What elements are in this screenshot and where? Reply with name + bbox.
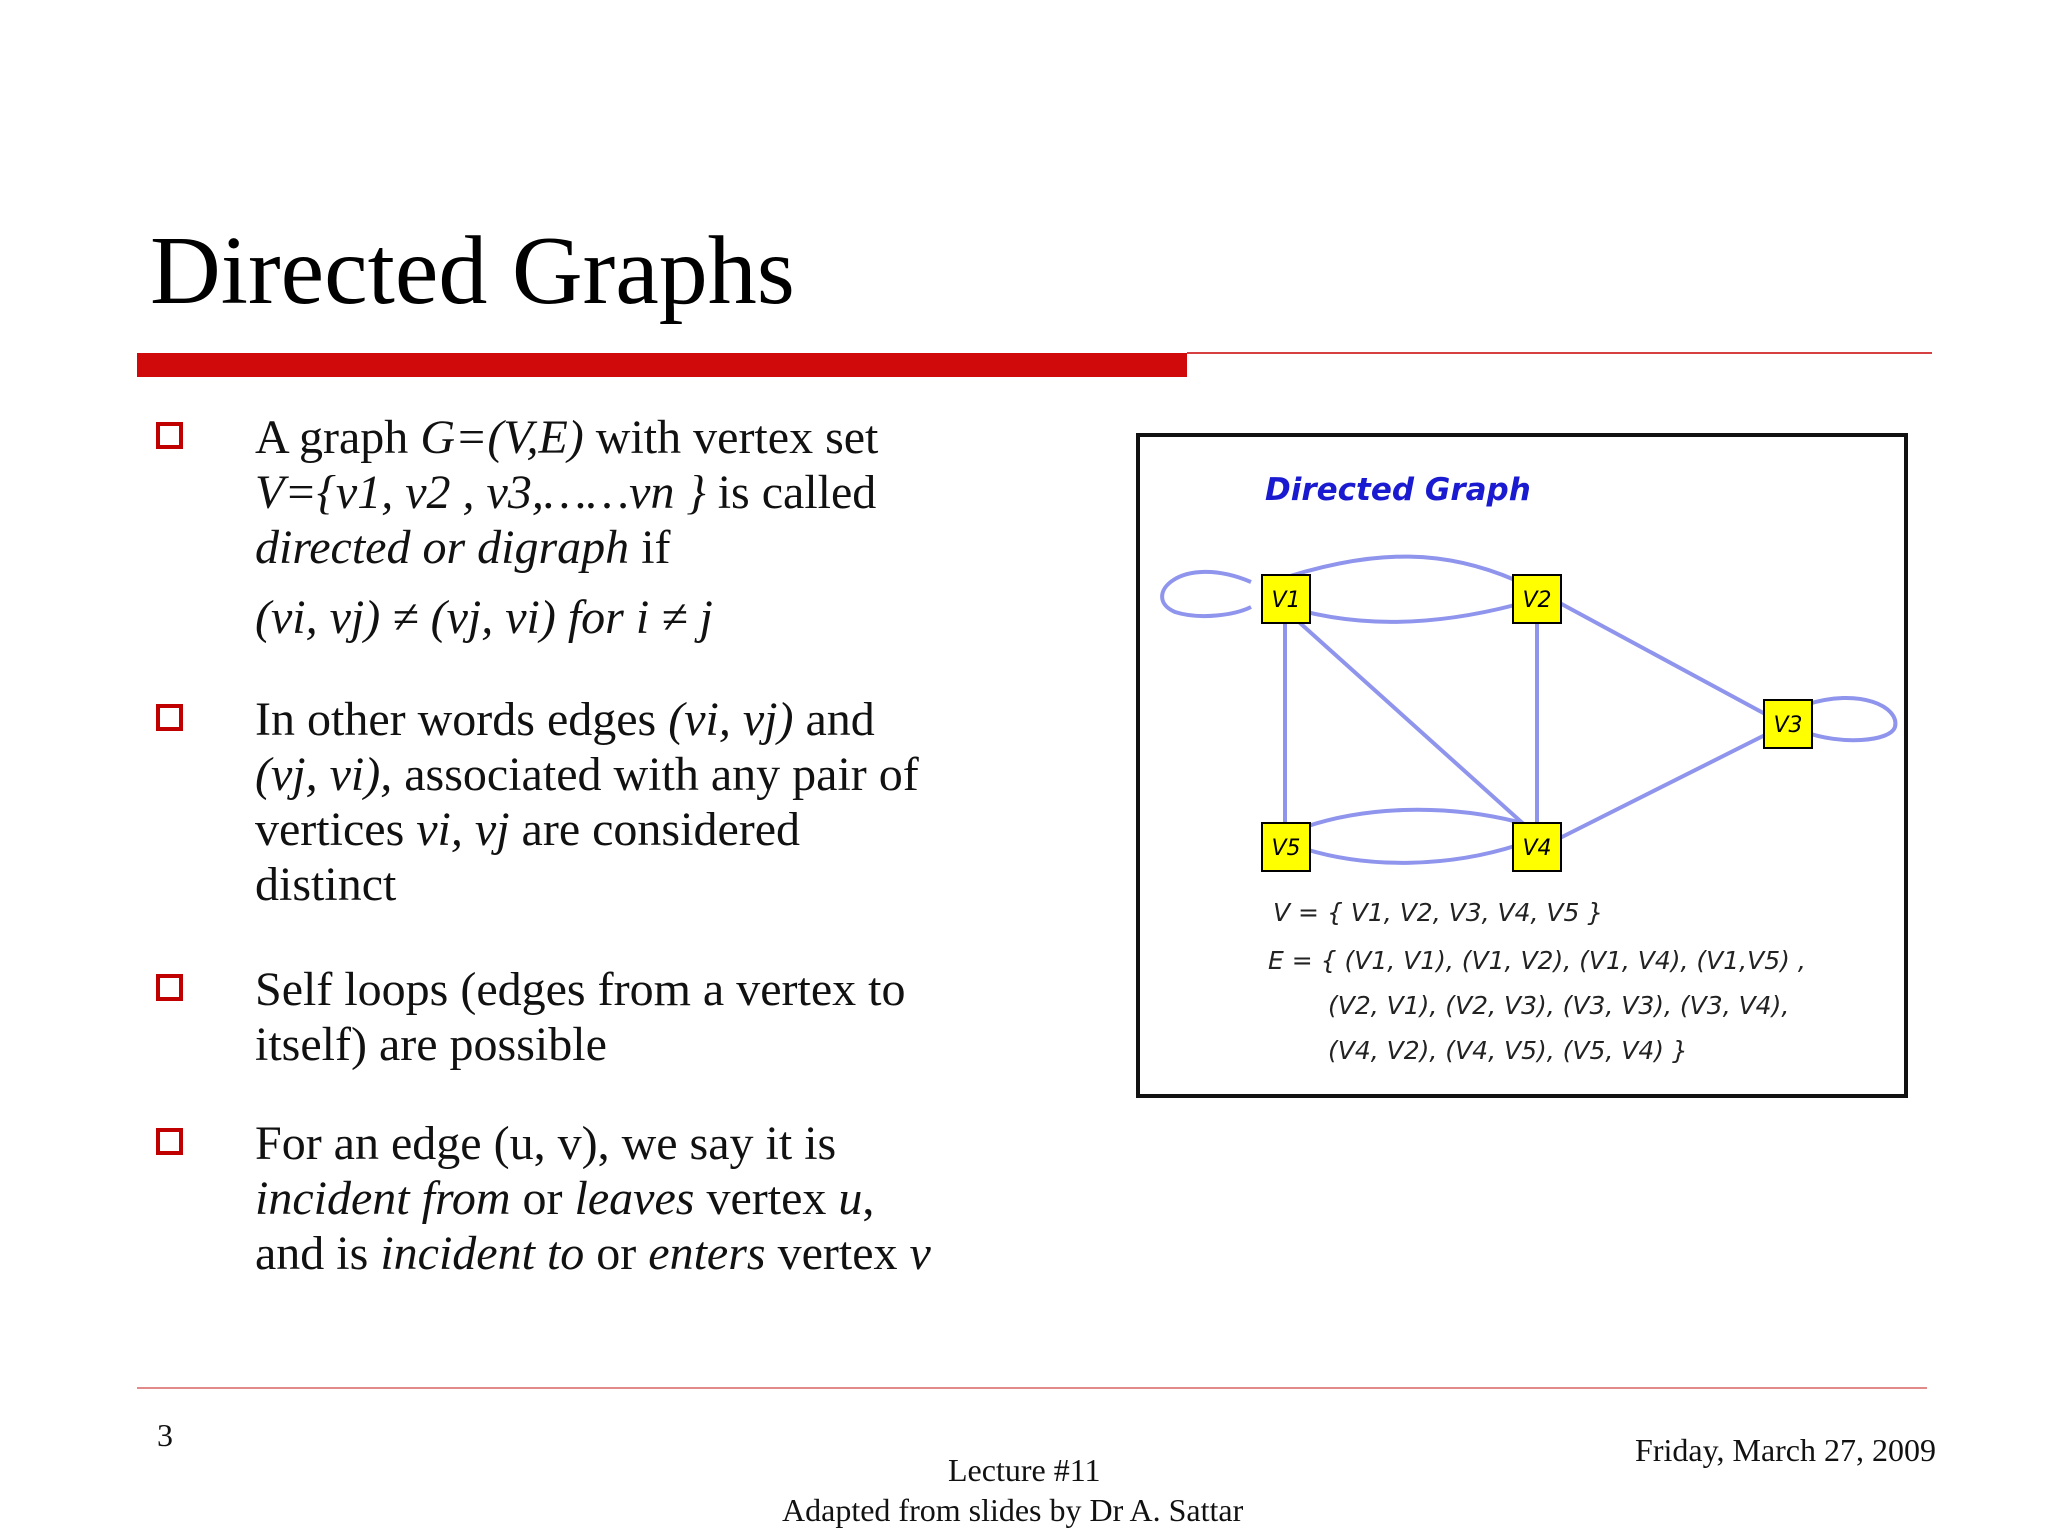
text-run: and is	[255, 1227, 381, 1280]
edge-v4-v5	[1305, 810, 1518, 827]
edge-v3-v4	[1556, 734, 1767, 840]
edge-v1-v1	[1162, 572, 1251, 616]
edge-v1-v4	[1290, 614, 1538, 837]
edge-v5-v4	[1305, 845, 1518, 863]
bullet-line	[255, 692, 1055, 747]
bullet-line	[255, 802, 1055, 857]
bullet-line	[255, 410, 1055, 465]
text-run: associated with any pair of	[392, 748, 919, 801]
footer-lecture: Lecture #11	[948, 1452, 1101, 1488]
page-number: 3	[157, 1417, 173, 1453]
title-underline-thick	[137, 353, 1187, 377]
edge-v2-v3	[1556, 601, 1767, 715]
text-run: V={v1, v2 , v3,……vn }	[255, 466, 706, 519]
text-run: with vertex set	[583, 411, 879, 464]
bullet-text	[255, 1116, 1055, 1281]
text-run: In other words edges	[255, 693, 669, 746]
bullet-square-icon	[156, 974, 183, 1001]
bullet-line	[255, 1116, 1055, 1171]
text-run: (vj, vi),	[255, 748, 393, 801]
text-run: (vi, vj)	[668, 693, 794, 746]
directed-graph-diagram	[1140, 437, 1912, 1102]
bullet-line	[255, 1226, 1055, 1281]
text-run: A graph	[255, 411, 421, 464]
text-run: or	[584, 1227, 649, 1280]
text-run: directed or digraph	[255, 521, 630, 574]
footer-divider	[137, 1387, 1927, 1389]
vertex-v5-label: V5	[1271, 836, 1301, 861]
bullet-line	[255, 1017, 1055, 1072]
bullet-line	[255, 465, 1055, 520]
text-run: u	[838, 1172, 863, 1225]
text-run: For an edge (u, v), we say it is	[255, 1117, 837, 1170]
text-run: vertex	[694, 1172, 839, 1225]
text-run: and	[793, 693, 875, 746]
bullet-square-icon	[156, 1128, 183, 1155]
text-run: (vi, vj) ≠ (vj, vi) for i ≠ j	[255, 591, 713, 644]
footer-date: Friday, March 27, 2009	[1635, 1432, 1936, 1468]
text-run: Self loops (edges from a vertex to	[255, 963, 906, 1016]
footer-credit: Adapted from slides by Dr A. Sattar	[782, 1492, 1244, 1528]
text-run: G=(V,E)	[420, 411, 584, 464]
edge-set-line-3: (V4, V2), (V4, V5), (V5, V4) }	[1328, 1036, 1688, 1065]
bullet-line	[255, 857, 1055, 912]
slide-title: Directed Graphs	[150, 217, 795, 325]
edge-v3-v3	[1805, 698, 1895, 740]
text-run: vertices	[255, 803, 417, 856]
text-run: is called	[705, 466, 877, 519]
text-run: vertex	[765, 1227, 910, 1280]
text-run: enters	[648, 1227, 766, 1280]
edge-set-line-1: E = { (V1, V1), (V1, V2), (V1, V4), (V1,V5) ,	[1268, 946, 1806, 975]
text-run: itself) are possible	[255, 1018, 607, 1071]
bullet-square-icon	[156, 422, 183, 449]
text-run: leaves	[574, 1172, 695, 1225]
vertex-v2-label: V2	[1522, 588, 1552, 613]
vertex-v1-label: V1	[1271, 588, 1301, 613]
text-run: v	[909, 1227, 931, 1280]
figure-title: Directed Graph	[1265, 472, 1531, 508]
text-run: vi, vj	[416, 803, 510, 856]
bullet-line	[255, 520, 1055, 575]
text-run: are considered	[509, 803, 801, 856]
bullet-square-icon	[156, 704, 183, 731]
edge-set-line-2: (V2, V1), (V2, V3), (V3, V3), (V3, V4),	[1328, 991, 1790, 1020]
bullet-line	[255, 590, 1055, 645]
text-run: if	[629, 521, 671, 574]
title-underline-thin	[1187, 352, 1932, 354]
bullet-text	[255, 692, 1055, 912]
text-run: distinct	[255, 858, 397, 911]
bullet-line	[255, 962, 1055, 1017]
text-run: or	[510, 1172, 575, 1225]
directed-graph-figure	[1136, 433, 1908, 1098]
text-run: incident from	[255, 1172, 511, 1225]
bullet-text	[255, 962, 1055, 1072]
bullet-line	[255, 1171, 1055, 1226]
text-run: ,	[862, 1172, 875, 1225]
vertex-v4-label: V4	[1522, 836, 1552, 861]
text-run: incident to	[380, 1227, 585, 1280]
vertex-v3-label: V3	[1773, 713, 1803, 738]
bullet-line	[255, 747, 1055, 802]
bullet-text	[255, 410, 1055, 645]
vertex-set-text: V = { V1, V2, V3, V4, V5 }	[1273, 898, 1604, 927]
